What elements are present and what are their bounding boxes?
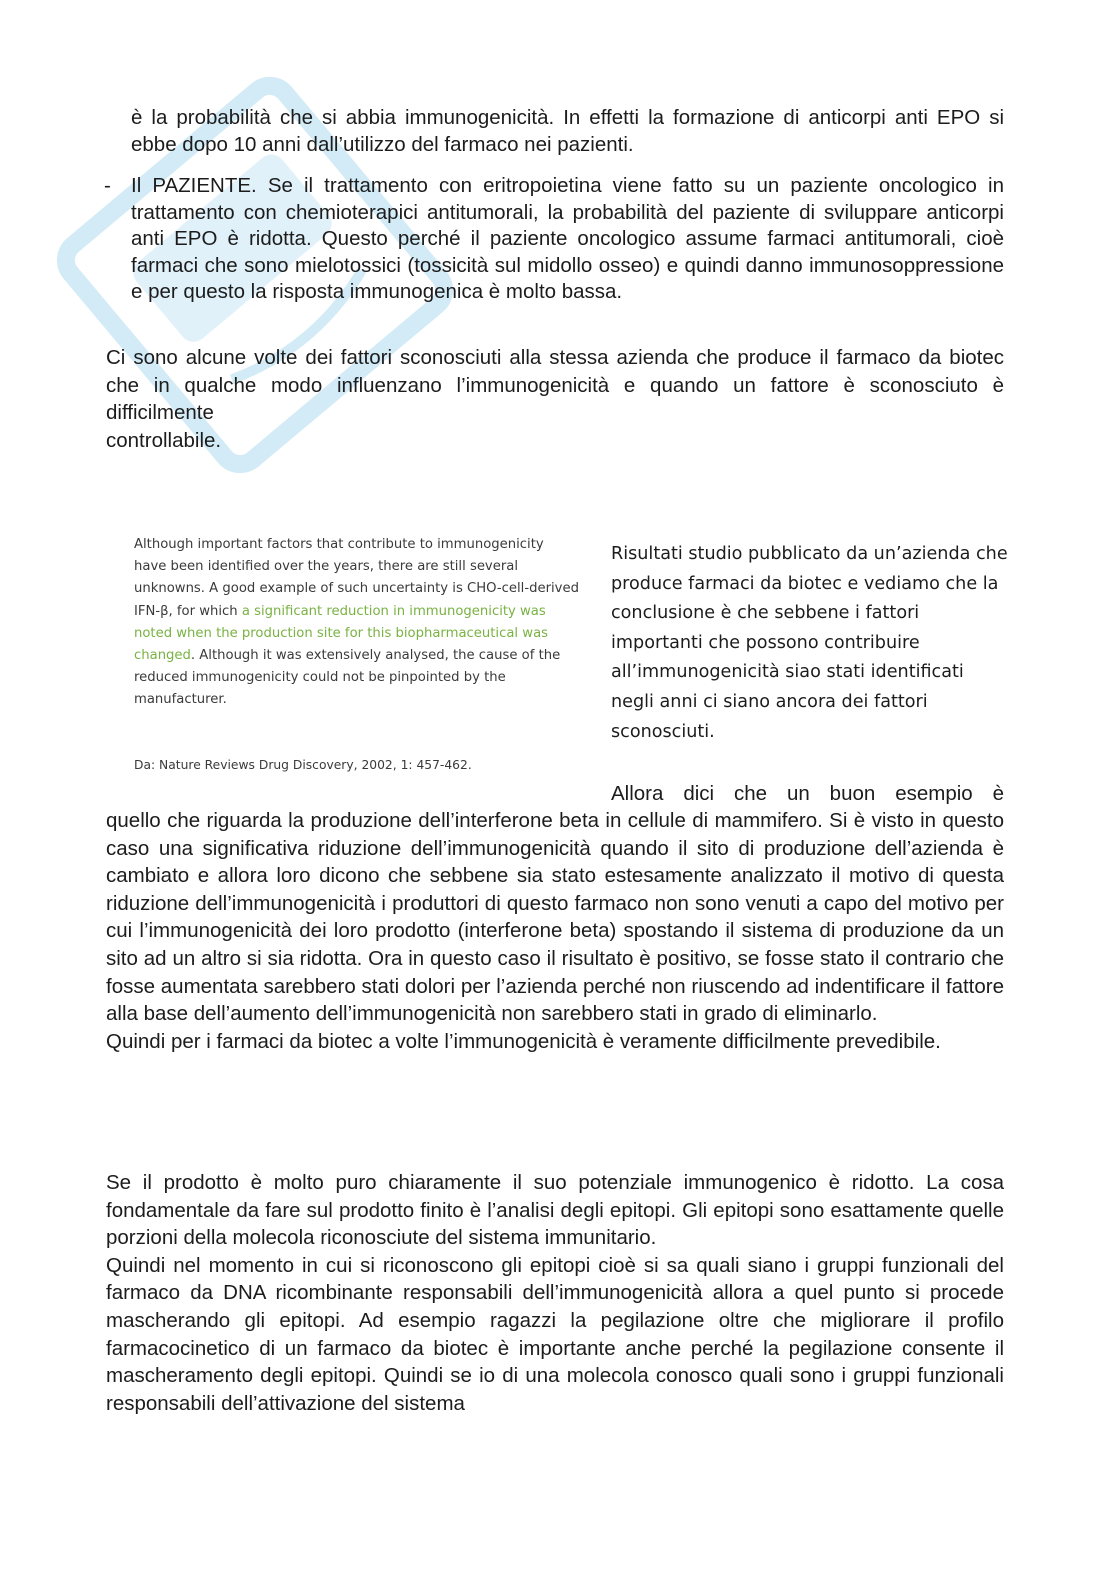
paragraph-purity-text: Se il prodotto è molto puro chiaramente il suo potenziale immunogenico è ridotto. La cosa fondamentale da fare sul prodotto finito è l’analisi degli epitopi. Gli epitopi sono esattamente quelle porzioni della molecola riconosciute del sistema immunitario.	[106, 1171, 1004, 1250]
bullet-patient-text: Il PAZIENTE. Se il trattamento con eritropoietina viene fatto su un paziente oncologico in trattamento con chemioterapici antitumorali, la probabilità del paziente di sviluppare anticorpi anti EPO è ridotta. Questo perché il paziente oncologico assume farmaci antitumorali, cioè farmaci che sono mielotossici (tossicità sul midollo osseo) e quindi danno immunosoppressione e per questo la risposta immunogenica è molto bassa.	[131, 174, 1004, 303]
paragraph-purity	[106, 1169, 1004, 1417]
paragraph-example-first-line: Allora dici che un buon esempio è	[611, 782, 1004, 805]
paragraph-unknown-factors	[106, 344, 1004, 454]
side-note: Risultati studio pubblicato da un’azienda che produce farmaci da biotec e vediamo che la conclusione è che sebbene i fattori importanti che possono contribuire all’immunogenicità siao stati identificati negli anni ci siano ancora dei fattori sconosciuti.	[611, 544, 1008, 742]
bullet-continuation-text: è la probabilità che si abbia immunogenicità. In effetti la formazione di anticorpi anti EPO si ebbe dopo 10 anni dall’utilizzo del farmaco nei pazienti.	[131, 106, 1004, 156]
paragraph-unknown-factors-line-a: Ci sono alcune volte dei fattori sconosciuti alla stessa azienda che produce il farmaco da biotec che in qualche modo influenzano l’immunogenicità e quando un fattore è sconosciuto è difficilmente	[106, 346, 1004, 425]
paragraph-example	[106, 807, 1004, 1055]
quote-text-part1: Although important factors that contribute to immunogenicity have been identified over the years, there are still several unknowns. A good example of such uncertainty is CHO-cell-derived IFN-β, for which	[134, 537, 579, 619]
quote-text-part2: . Although it was extensively analysed, the cause of the reduced immunogenicity could not be pinpointed by the manufacturer.	[134, 648, 561, 708]
quoted-excerpt	[134, 534, 580, 712]
paragraph-unknown-factors-line-b: controllabile.	[106, 428, 222, 452]
quote-source: Da: Nature Reviews Drug Discovery, 2002, 1: 457-462.	[134, 758, 472, 772]
paragraph-purity-continuation: Quindi nel momento in cui si riconoscono gli epitopi cioè si sa quali siano i gruppi funzionali del farmaco da DNA ricombinante responsabili dell’immunogenicità allora a quel punto si procede mascherando gli epitopi. Ad esempio ragazzi la pegilazione oltre che migliorare il profilo farmacocinetico di un farmaco da biotec è importante anche perché la pegilazione consente il mascheramento degli epitopi. Quindi se io di una molecola conosco quali sono i gruppi funzionali responsabili dell’attivazione del sistema	[106, 1253, 1004, 1415]
quote-highlight: a significant reduction in immunogenicity was noted when the production site for this biopharmaceutical was changed	[134, 603, 549, 664]
bullet-dash: -	[104, 174, 111, 197]
paragraph-example-conclusion: Quindi per i farmaci da biotec a volte l’immunogenicità è veramente difficilmente prevedibile.	[106, 1029, 941, 1053]
paragraph-example-text: quello che riguarda la produzione dell’interferone beta in cellule di mammifero. Si è visto in questo caso una significativa riduzione dell’immunogenicità quando il sito di produzione dell’azienda è cambiato e allora loro dicono che sebbene sia stato estesamente analizzato il motivo di questa riduzione dell’immunogenicità i produttori di questo farmaco non sono venuti a capo del motivo per cui l’immunogenicità dei loro prodotto (interferone beta) spostando il sistema di produzione da un sito ad un altro si sia ridotta. Ora in questo caso il risultato è positivo, se fosse stato il contrario che fosse aumentata sarebbero stati dolori per l’azienda perché non riuscendo ad indentificare il fattore alla base dell’aumento dell’immunogenicità non sarebbero stati in grado di eliminarlo.	[106, 809, 1004, 1026]
